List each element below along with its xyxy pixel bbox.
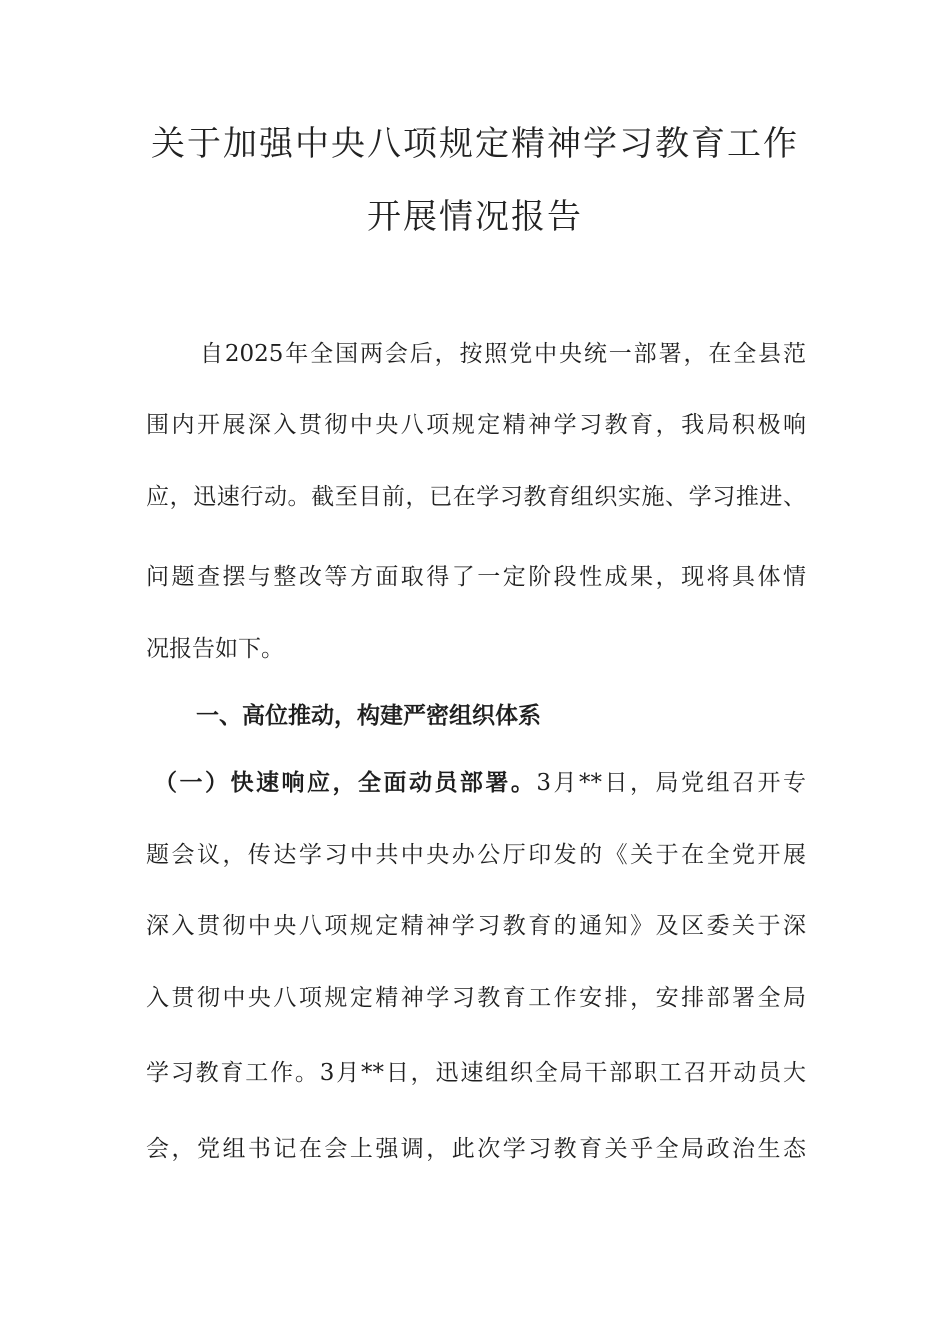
intro-line: 自2025年全国两会后，按照党中央统一部署，在全县范 [200, 341, 806, 367]
body-line: 会，党组书记在会上强调，此次学习教育关乎全局政治生态 [146, 1136, 806, 1162]
subsection-text: 3月**日，局党组召开专 [536, 770, 806, 796]
section-heading: 一、高位推动，构建严密组织体系 [196, 703, 541, 729]
subsection-first-line [154, 767, 806, 799]
document-title-line-2: 开展情况报告 [367, 197, 583, 237]
intro-line: 况报告如下。 [146, 636, 284, 662]
document-title-line-1: 关于加强中央八项规定精神学习教育工作 [151, 124, 799, 164]
body-line: 学习教育工作。3月**日，迅速组织全局干部职工召开动员大 [146, 1060, 806, 1086]
body-line: 深入贯彻中央八项规定精神学习教育的通知》及区委关于深 [146, 913, 806, 939]
intro-line: 应，迅速行动。截至目前，已在学习教育组织实施、学习推进、 [146, 484, 806, 510]
body-line: 题会议，传达学习中共中央办公厅印发的《关于在全党开展 [146, 842, 806, 868]
intro-line: 问题查摆与整改等方面取得了一定阶段性成果，现将具体情 [146, 564, 806, 590]
body-line: 入贯彻中央八项规定精神学习教育工作安排，安排部署全局 [146, 985, 806, 1011]
subsection-heading: （一）快速响应，全面动员部署。 [154, 770, 537, 796]
intro-line: 围内开展深入贯彻中央八项规定精神学习教育，我局积极响 [146, 412, 806, 438]
